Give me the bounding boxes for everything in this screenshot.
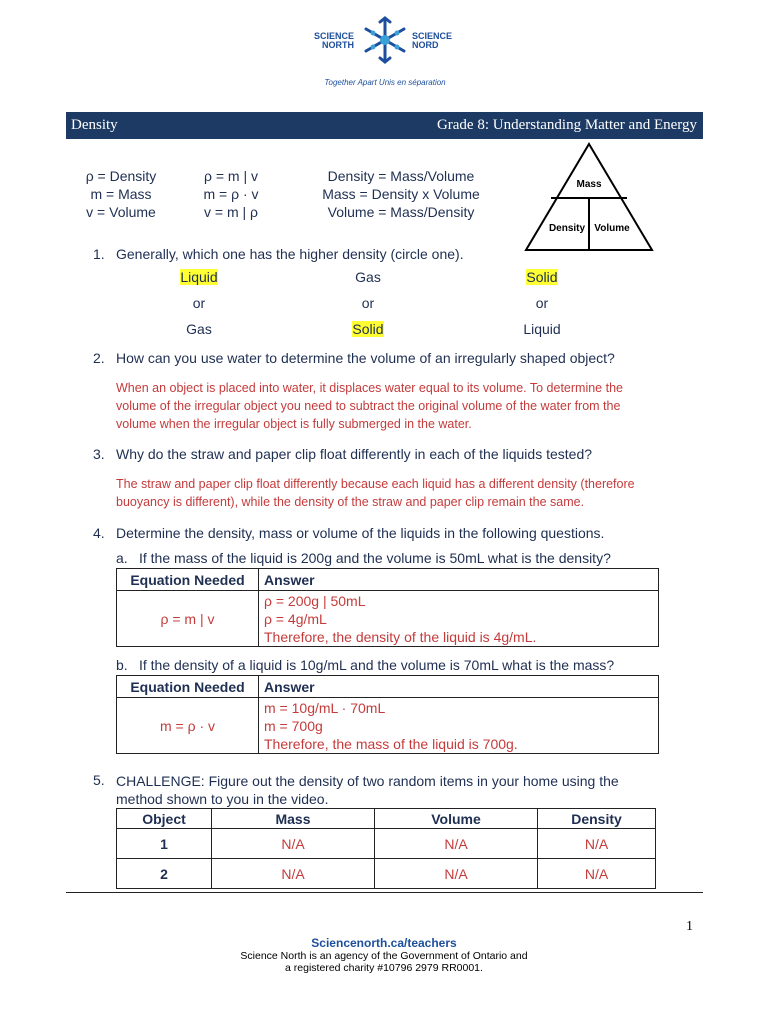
q5-header-volume: Volume bbox=[375, 809, 538, 829]
snowflake-logo-icon bbox=[362, 14, 408, 66]
q4b-label: b. bbox=[116, 657, 128, 673]
q1-choice-column-3: Solid or Liquid bbox=[492, 264, 592, 342]
footer-block bbox=[0, 936, 768, 974]
density-triangle-diagram bbox=[522, 140, 656, 254]
q2-answer: When an object is placed into water, it displaces water equal to its volume. To determine the volume of the irregular object you need to subtract the original volume of the water from the volume when the irregular object is fully submerged in the water. bbox=[116, 381, 623, 431]
worksheet-header bbox=[66, 112, 703, 139]
q5-header-mass: Mass bbox=[212, 809, 375, 829]
header-title: Density bbox=[71, 117, 118, 133]
triangle-mass-label: Mass bbox=[576, 179, 602, 190]
q4a-equation: ρ = m | v bbox=[117, 591, 259, 647]
q4a-header-answer: Answer bbox=[259, 569, 659, 591]
logo-tagline: Together Apart Unis en séparation bbox=[324, 78, 446, 87]
q4a-text: If the mass of the liquid is 200g and the volume is 50mL what is the density? bbox=[139, 550, 611, 566]
q5-text: CHALLENGE: Figure out the density of two random items in your home using the method shown to you in the video. bbox=[116, 773, 619, 807]
footer-line-1: Science North is an agency of the Government of Ontario and bbox=[240, 950, 528, 962]
footer-line-2: a registered charity #10796 2979 RR0001. bbox=[285, 962, 483, 974]
q4b-equation: m = ρ · v bbox=[117, 698, 259, 754]
logo-right-text: SCIENCE NORD bbox=[412, 31, 453, 50]
formula-definitions: ρ = Density m = Mass v = Volume bbox=[85, 168, 157, 220]
q1-choice-liquid-2[interactable]: Liquid bbox=[523, 321, 561, 337]
formula-words: Density = Mass/Volume Mass = Density x Volume Volume = Mass/Density bbox=[322, 168, 480, 220]
header-grade: Grade 8: Understanding Matter and Energy bbox=[436, 117, 697, 133]
q4a-label: a. bbox=[116, 550, 128, 566]
footer-link[interactable]: Sciencenorth.ca/teachers bbox=[311, 936, 457, 950]
q1-choice-gas[interactable]: Gas bbox=[186, 321, 212, 337]
q1-number: 1. bbox=[93, 246, 105, 262]
q4a-table bbox=[116, 568, 659, 647]
q1-choice-column-1: Liquid or Gas bbox=[149, 264, 249, 342]
q5-header-density: Density bbox=[538, 809, 656, 829]
q1-choice-solid[interactable]: Solid bbox=[352, 321, 384, 337]
q4-number: 4. bbox=[93, 525, 105, 541]
footer-divider bbox=[66, 892, 703, 893]
q4b-answer-cell: m = 10g/mL · 70mL m = 700g Therefore, the mass of the liquid is 700g. bbox=[259, 698, 659, 754]
q2-number: 2. bbox=[93, 350, 105, 366]
q1-choice-column-2: Gas or Solid bbox=[318, 264, 418, 342]
table-row: 1 N/A N/A N/A bbox=[117, 829, 656, 859]
q2-text: How can you use water to determine the volume of an irregularly shaped object? bbox=[116, 350, 615, 366]
science-north-logo bbox=[300, 14, 470, 94]
q4b-table bbox=[116, 675, 659, 754]
q4b-header-answer: Answer bbox=[259, 676, 659, 698]
q4b-header-equation: Equation Needed bbox=[117, 676, 259, 698]
q1-choice-solid-2[interactable]: Solid bbox=[526, 269, 558, 285]
q4b-text: If the density of a liquid is 10g/mL and the volume is 70mL what is the mass? bbox=[139, 657, 615, 673]
table-row: 2 N/A N/A N/A bbox=[117, 859, 656, 889]
q3-answer: The straw and paper clip float differently because each liquid has a different density (therefore buoyancy is different), while the density of the straw and paper clip remain the same. bbox=[116, 477, 635, 509]
q1-choice-gas-2[interactable]: Gas bbox=[355, 269, 381, 285]
triangle-density-label: Density bbox=[548, 223, 586, 234]
q4a-header-equation: Equation Needed bbox=[117, 569, 259, 591]
q5-header-object: Object bbox=[117, 809, 212, 829]
q3-number: 3. bbox=[93, 446, 105, 462]
q1-text: Generally, which one has the higher density (circle one). bbox=[116, 246, 464, 262]
page-number: 1 bbox=[686, 919, 693, 934]
q1-choice-liquid[interactable]: Liquid bbox=[180, 269, 218, 285]
q4-text: Determine the density, mass or volume of the liquids in the following questions. bbox=[116, 525, 605, 541]
q5-challenge-table bbox=[116, 808, 656, 889]
formula-symbols: ρ = m | v m = ρ · v v = m | ρ bbox=[203, 168, 259, 220]
q3-text: Why do the straw and paper clip float differently in each of the liquids tested? bbox=[116, 446, 593, 462]
q5-number: 5. bbox=[93, 772, 105, 788]
logo-left-text: SCIENCE NORTH bbox=[314, 31, 355, 50]
q4a-answer-cell: ρ = 200g | 50mL ρ = 4g/mL Therefore, the density of the liquid is 4g/mL. bbox=[259, 591, 659, 647]
triangle-volume-label: Volume bbox=[594, 223, 630, 234]
